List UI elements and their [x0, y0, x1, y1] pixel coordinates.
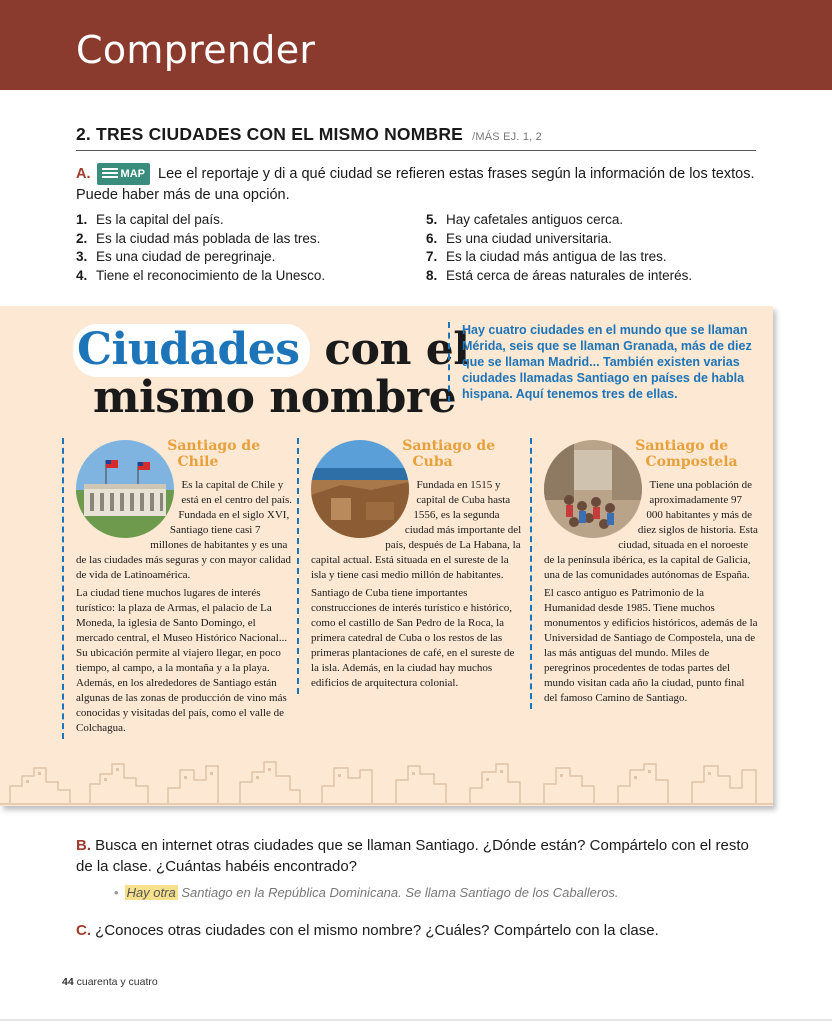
- map-badge: [97, 163, 150, 185]
- article-title: [73, 326, 470, 422]
- example-text: Santiago en la República Dominicana. Se llama Santiago de los Caballeros.: [181, 885, 619, 900]
- statement-item: [426, 230, 692, 249]
- article-title-highlight: Ciudades: [73, 324, 310, 377]
- page-number-words: cuarenta y cuatro: [76, 976, 158, 988]
- statement-item: [426, 211, 692, 230]
- statement-list-left: [76, 211, 325, 285]
- statement-num: 1.: [76, 212, 88, 227]
- statement-list-right: [426, 211, 692, 285]
- cuba-paragraph-2: Santiago de Cuba tiene importantes construcciones de interés turístico e histórico, como el castillo de San Pedro de la Roca, la primera catedral de Cuba o los restos de las primeras plantaciones de café, en el sureste de la isla. Además, en la ciudad hay muchos edificios de arquitectura colonial.: [311, 587, 515, 689]
- example-highlight: Hay otra: [126, 885, 176, 900]
- statement-num: 4.: [76, 267, 88, 283]
- instruction-a-text: Lee el reportaje y di a qué ciudad se refieren estas frases según la información de los textos. Puede haber más de una opción.: [76, 166, 755, 203]
- article-title-line2: mismo nombre: [93, 372, 457, 423]
- statement-text: Es la capital del país.: [96, 212, 224, 227]
- statement-num: 3.: [76, 249, 88, 264]
- page-footer: [62, 976, 158, 988]
- section-title-text: 2. TRES CIUDADES CON EL MISMO NOMBRE: [76, 124, 464, 144]
- statement-item: [426, 248, 692, 267]
- statement-num: 2.: [76, 230, 88, 246]
- chapter-title: Comprender: [76, 28, 316, 72]
- column-santiago-compostela: [530, 438, 758, 709]
- instruction-c: [76, 920, 766, 941]
- menu-icon: [102, 168, 118, 178]
- article-panel: [0, 306, 773, 806]
- city-name-chile: Santiago de Chile: [167, 438, 261, 470]
- column-santiago-cuba: [297, 438, 525, 694]
- instruction-b-text: Busca en internet otras ciudades que se llaman Santiago. ¿Dónde están? Compártelo con el resto de la clase. ¿Cuántas habéis encontrado?: [76, 837, 749, 875]
- statement-text: Es la ciudad más antigua de las tres.: [446, 249, 667, 264]
- statement-text: Está cerca de áreas naturales de interés.: [446, 267, 693, 283]
- compostela-paragraph-1: Tiene una población de aproximadamente 97 000 habitantes y más de diez siglos de historia. Esta ciudad, situada en el noroeste de la península ibérica, es la capital de Galicia, una de las comunidades autónomas de España.: [544, 479, 758, 581]
- statement-item: [76, 211, 325, 230]
- bullet-icon: •: [114, 885, 119, 900]
- chile-paragraph-1: Es la capital de Chile y está en el centro del país. Fundada en el siglo XVI, Santiago tiene casi 7 millones de habitantes y es una de las ciudades más seguras y con mayor calidad de vida de Latinoamérica.: [76, 479, 292, 581]
- statement-text: Es la ciudad más poblada de las tres.: [96, 230, 321, 246]
- article-title-rest: con el: [324, 324, 470, 375]
- statement-num: 7.: [426, 249, 438, 264]
- santiago-cuba-photo: [311, 440, 409, 538]
- column-santiago-chile: [62, 438, 292, 739]
- santiago-compostela-photo: [544, 440, 642, 538]
- statement-text: Es una ciudad de peregrinaje.: [96, 249, 276, 264]
- city-name-cuba: Santiago de Cuba: [402, 438, 496, 470]
- instruction-c-letter: C.: [76, 922, 91, 939]
- city-name-compostela: Santiago de Compostela: [635, 438, 738, 470]
- santiago-chile-photo: [76, 440, 174, 538]
- instruction-a-letter: A.: [76, 166, 91, 182]
- bottom-divider: [0, 1019, 832, 1021]
- cuba-paragraph-1: Fundada en 1515 y capital de Cuba hasta 1556, es la segunda ciudad más importante del país, después de La Habana, la capital actual. Está situada en el sureste de la isla y tiene casi medio millón de habitantes.: [311, 479, 522, 581]
- example-answer: [114, 885, 619, 900]
- statement-text: Hay cafetales antiguos cerca.: [446, 212, 624, 227]
- skyline-decoration: [0, 756, 773, 806]
- section-ref: /MÁS EJ. 1, 2: [472, 131, 542, 143]
- statement-text: Tiene el reconocimiento de la Unesco.: [96, 267, 326, 283]
- statement-num: 6.: [426, 230, 438, 246]
- statement-item: [76, 267, 325, 286]
- section-title: [76, 124, 756, 151]
- statement-num: 5.: [426, 212, 438, 227]
- statement-text: Es una ciudad universitaria.: [446, 230, 612, 246]
- statement-item: [76, 230, 325, 249]
- chile-paragraph-2: La ciudad tiene muchos lugares de interés turístico: la plaza de Armas, el palacio de La Moneda, la iglesia de Santo Domingo, el mercado central, el Museo Histórico Nacional... Su ubicación permite al viajero llegar, en poco tiempo, al campo, a la montaña y a la playa. Además, en los alrededores de Santiago están algunas de las zonas de producción de vino más conocidas y visitadas del país, como el valle de Colchagua.: [76, 587, 288, 734]
- page-number: 44: [62, 976, 74, 988]
- instruction-b-letter: B.: [76, 837, 91, 854]
- instruction-c-text: ¿Conoces otras ciudades con el mismo nombre? ¿Cuáles? Compártelo con la clase.: [95, 922, 659, 939]
- article-intro: Hay cuatro ciudades en el mundo que se llaman Mérida, seis que se llaman Granada, más de diez que se llaman Madrid... También existen varias ciudades llamadas Santiago en países de habla hispana. Aquí tenemos tres de ellas.: [448, 322, 758, 402]
- map-badge-label: MAP: [120, 168, 145, 180]
- instruction-b: [76, 835, 766, 877]
- statement-item: [76, 248, 325, 267]
- statement-item: [426, 267, 692, 286]
- chapter-header: [0, 0, 832, 90]
- compostela-paragraph-2: El casco antiguo es Patrimonio de la Humanidad desde 1985. Tiene muchos monumentos y edificios históricos, además de la Universidad de Santiago de Compostela, una de las más antiguas del mundo. Miles de peregrinos procedentes de todas partes del mundo visitan cada año la ciudad, punto final del famoso Camino de Santiago.: [544, 587, 758, 704]
- instruction-a: [76, 163, 766, 205]
- statement-num: 8.: [426, 267, 438, 283]
